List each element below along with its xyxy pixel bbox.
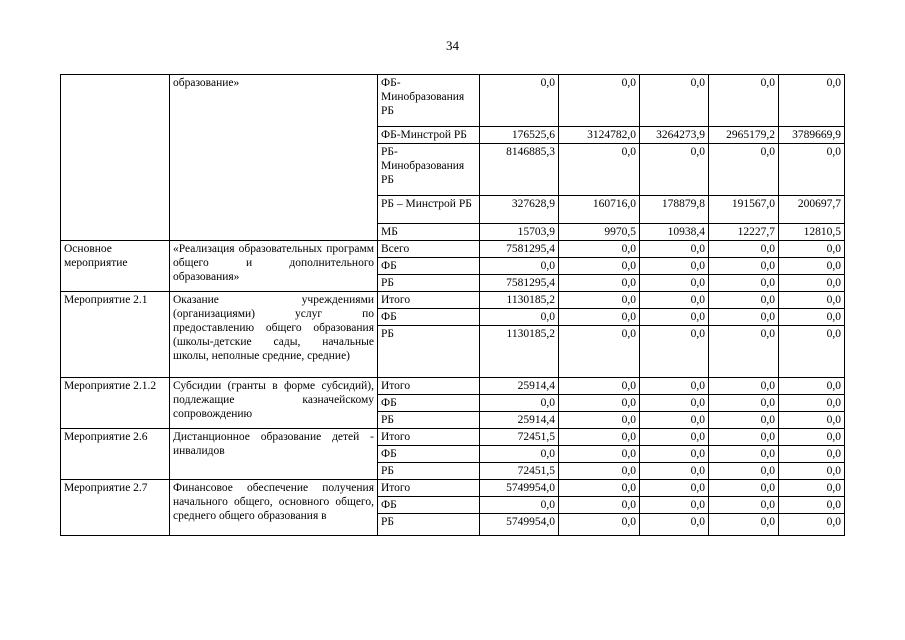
table-row: [61, 75, 845, 127]
amount-cell: 0,0: [709, 275, 779, 292]
amount-cell: 327628,9: [480, 196, 559, 224]
amount-cell: 0,0: [559, 292, 640, 309]
description-cell: Оказание учреждениями (организациями) услуг по предоставлению общего образования (школы-детские сады, начальные школы, неполные средние, средние): [170, 292, 378, 378]
amount-cell: 0,0: [559, 326, 640, 378]
amount-cell: 15703,9: [480, 224, 559, 241]
amount-cell: 0,0: [779, 514, 845, 536]
amount-cell: 0,0: [640, 275, 709, 292]
amount-cell: 0,0: [779, 429, 845, 446]
amount-cell: 0,0: [709, 292, 779, 309]
amount-cell: 0,0: [779, 309, 845, 326]
amount-cell: 8146885,3: [480, 144, 559, 196]
amount-cell: 0,0: [640, 429, 709, 446]
amount-cell: 5749954,0: [480, 514, 559, 536]
amount-cell: 0,0: [779, 412, 845, 429]
amount-cell: 0,0: [640, 497, 709, 514]
amount-cell: 0,0: [559, 446, 640, 463]
amount-cell: 0,0: [779, 378, 845, 395]
amount-cell: 0,0: [480, 309, 559, 326]
amount-cell: 0,0: [640, 480, 709, 497]
amount-cell: 200697,7: [779, 196, 845, 224]
description-cell: Субсидии (гранты в форме субсидий), подлежащие казначейскому сопровождению: [170, 378, 378, 429]
table-row: [61, 378, 845, 395]
amount-cell: 0,0: [559, 514, 640, 536]
funding-source-cell: Итого: [378, 480, 480, 497]
amount-cell: 0,0: [480, 258, 559, 275]
amount-cell: 0,0: [559, 275, 640, 292]
amount-cell: 0,0: [779, 446, 845, 463]
funding-source-cell: РБ: [378, 275, 480, 292]
amount-cell: 7581295,4: [480, 241, 559, 258]
funding-source-cell: ФБ: [378, 497, 480, 514]
amount-cell: 0,0: [779, 75, 845, 127]
amount-cell: 0,0: [640, 395, 709, 412]
description-cell: «Реализация образовательных программ общего и дополнительного образования»: [170, 241, 378, 292]
amount-cell: 0,0: [640, 446, 709, 463]
amount-cell: 0,0: [709, 497, 779, 514]
amount-cell: 0,0: [709, 429, 779, 446]
amount-cell: 0,0: [559, 412, 640, 429]
funding-source-cell: Итого: [378, 378, 480, 395]
amount-cell: 0,0: [709, 309, 779, 326]
amount-cell: 0,0: [640, 463, 709, 480]
amount-cell: 0,0: [559, 309, 640, 326]
event-cell: Мероприятие 2.6: [61, 429, 170, 480]
amount-cell: 0,0: [709, 75, 779, 127]
funding-source-cell: РБ: [378, 514, 480, 536]
amount-cell: 0,0: [640, 258, 709, 275]
amount-cell: 0,0: [640, 326, 709, 378]
amount-cell: 0,0: [559, 144, 640, 196]
funding-source-cell: РБ: [378, 412, 480, 429]
amount-cell: 0,0: [709, 378, 779, 395]
amount-cell: 0,0: [709, 514, 779, 536]
event-cell: Мероприятие 2.1: [61, 292, 170, 378]
amount-cell: 0,0: [559, 395, 640, 412]
amount-cell: 3789669,9: [779, 127, 845, 144]
amount-cell: 0,0: [559, 497, 640, 514]
amount-cell: 0,0: [559, 463, 640, 480]
amount-cell: 0,0: [779, 395, 845, 412]
amount-cell: 0,0: [779, 241, 845, 258]
event-cell: Мероприятие 2.7: [61, 480, 170, 536]
amount-cell: 0,0: [559, 241, 640, 258]
funding-source-cell: РБ-Минобразования РБ: [378, 144, 480, 196]
funding-source-cell: ФБ: [378, 309, 480, 326]
amount-cell: 0,0: [559, 75, 640, 127]
amount-cell: 0,0: [779, 258, 845, 275]
amount-cell: 0,0: [709, 258, 779, 275]
funding-source-cell: МБ: [378, 224, 480, 241]
amount-cell: 0,0: [709, 326, 779, 378]
amount-cell: 1130185,2: [480, 326, 559, 378]
amount-cell: 0,0: [709, 480, 779, 497]
funding-source-cell: Итого: [378, 429, 480, 446]
amount-cell: 0,0: [480, 75, 559, 127]
amount-cell: 3264273,9: [640, 127, 709, 144]
amount-cell: 1130185,2: [480, 292, 559, 309]
amount-cell: 0,0: [559, 480, 640, 497]
amount-cell: 191567,0: [709, 196, 779, 224]
amount-cell: 2965179,2: [709, 127, 779, 144]
table-row: [61, 429, 845, 446]
amount-cell: 178879,8: [640, 196, 709, 224]
funding-source-cell: ФБ: [378, 258, 480, 275]
description-cell: образование»: [170, 75, 378, 241]
funding-source-cell: ФБ: [378, 395, 480, 412]
amount-cell: 0,0: [640, 292, 709, 309]
amount-cell: 0,0: [480, 395, 559, 412]
amount-cell: 0,0: [640, 378, 709, 395]
funding-source-cell: Итого: [378, 292, 480, 309]
budget-table: [60, 74, 845, 536]
amount-cell: 0,0: [779, 292, 845, 309]
amount-cell: 0,0: [779, 144, 845, 196]
funding-source-cell: ФБ-Минстрой РБ: [378, 127, 480, 144]
amount-cell: 0,0: [559, 429, 640, 446]
amount-cell: 5749954,0: [480, 480, 559, 497]
funding-source-cell: ФБ: [378, 446, 480, 463]
amount-cell: 72451,5: [480, 429, 559, 446]
amount-cell: 0,0: [779, 275, 845, 292]
amount-cell: 0,0: [480, 497, 559, 514]
amount-cell: 0,0: [480, 446, 559, 463]
funding-source-cell: ФБ-Минобразования РБ: [378, 75, 480, 127]
amount-cell: 0,0: [709, 144, 779, 196]
budget-table-body: [61, 75, 845, 536]
amount-cell: 0,0: [640, 309, 709, 326]
amount-cell: 0,0: [709, 463, 779, 480]
amount-cell: 0,0: [709, 412, 779, 429]
amount-cell: 0,0: [779, 463, 845, 480]
amount-cell: 72451,5: [480, 463, 559, 480]
amount-cell: 12227,7: [709, 224, 779, 241]
amount-cell: 25914,4: [480, 412, 559, 429]
funding-source-cell: РБ – Минстрой РБ: [378, 196, 480, 224]
event-cell: Мероприятие 2.1.2: [61, 378, 170, 429]
event-cell: Основное мероприятие: [61, 241, 170, 292]
amount-cell: 0,0: [559, 378, 640, 395]
amount-cell: 7581295,4: [480, 275, 559, 292]
amount-cell: 9970,5: [559, 224, 640, 241]
description-cell: Финансовое обеспечение получения начального общего, основного общего, среднего общего образования в: [170, 480, 378, 536]
amount-cell: 0,0: [709, 241, 779, 258]
funding-source-cell: Всего: [378, 241, 480, 258]
amount-cell: 0,0: [709, 446, 779, 463]
amount-cell: 3124782,0: [559, 127, 640, 144]
amount-cell: 0,0: [779, 326, 845, 378]
amount-cell: 10938,4: [640, 224, 709, 241]
event-cell: [61, 75, 170, 241]
amount-cell: 0,0: [640, 412, 709, 429]
amount-cell: 0,0: [640, 241, 709, 258]
amount-cell: 0,0: [779, 480, 845, 497]
table-row: [61, 241, 845, 258]
table-row: [61, 480, 845, 497]
amount-cell: 25914,4: [480, 378, 559, 395]
amount-cell: 0,0: [559, 258, 640, 275]
amount-cell: 176525,6: [480, 127, 559, 144]
amount-cell: 160716,0: [559, 196, 640, 224]
amount-cell: 0,0: [640, 75, 709, 127]
amount-cell: 0,0: [640, 144, 709, 196]
page-number: 34: [446, 38, 459, 53]
amount-cell: 0,0: [709, 395, 779, 412]
amount-cell: 0,0: [640, 514, 709, 536]
amount-cell: 12810,5: [779, 224, 845, 241]
amount-cell: 0,0: [779, 497, 845, 514]
description-cell: Дистанционное образование детей - инвалидов: [170, 429, 378, 480]
funding-source-cell: РБ: [378, 326, 480, 378]
table-row: [61, 292, 845, 309]
funding-source-cell: РБ: [378, 463, 480, 480]
